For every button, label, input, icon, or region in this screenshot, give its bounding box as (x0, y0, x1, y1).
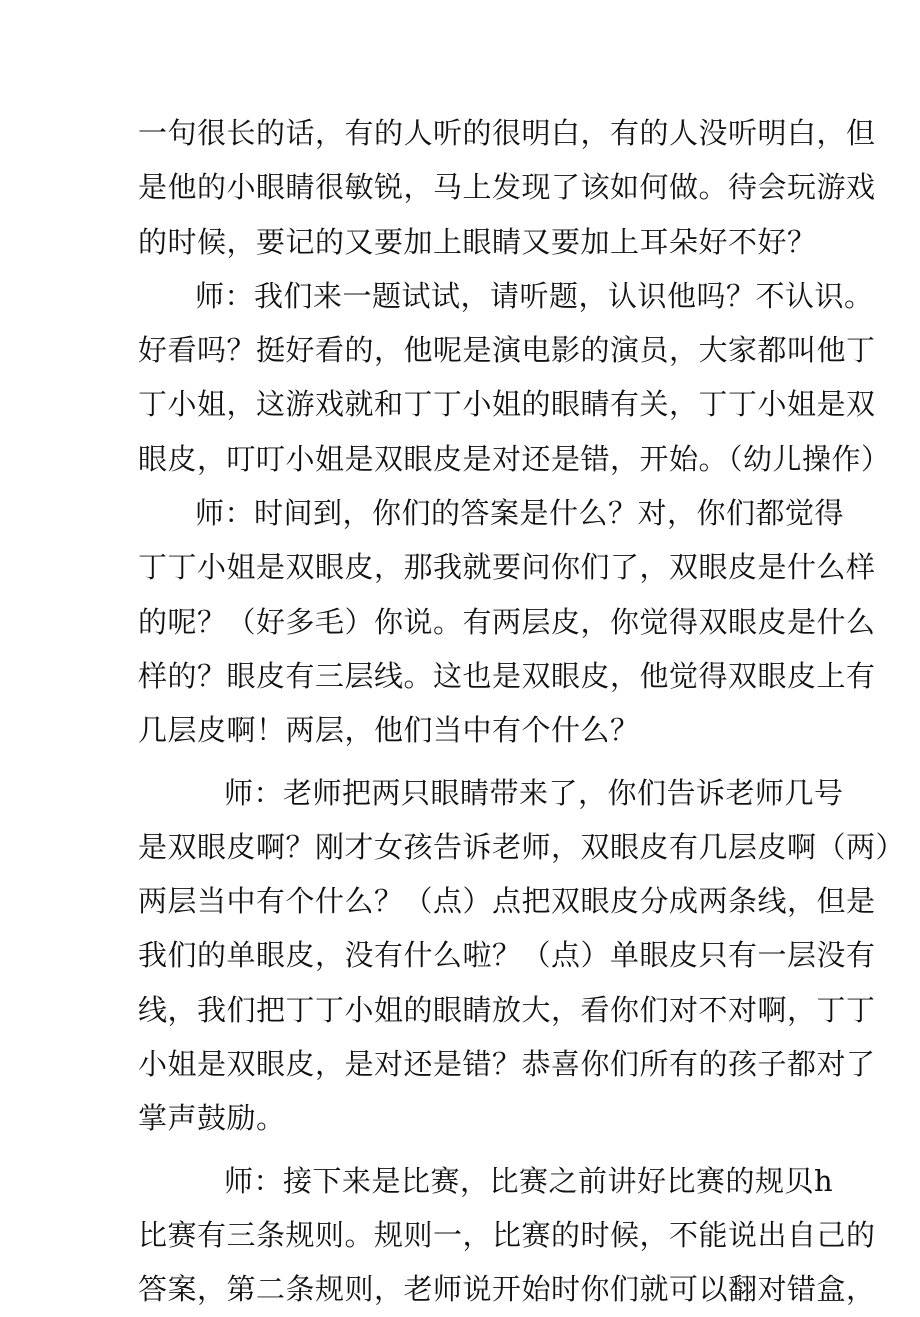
text-line: 眼皮，叮叮小姐是双眼皮是对还是错，开始。（幼儿操作） (138, 441, 891, 476)
text-line: 师：老师把两只眼睛带来了，你们告诉老师几号 (224, 775, 844, 810)
text-line: 是他的小眼睛很敏锐，马上发现了该如何做。待会玩游戏 (138, 170, 876, 205)
text-line: 样的？眼皮有三层线。这也是双眼皮，他觉得双眼皮上有 (138, 658, 876, 693)
text-line: 线，我们把丁丁小姐的眼睛放大，看你们对不对啊，丁丁 (138, 992, 876, 1027)
text-line: 丁小姐，这游戏就和丁丁小姐的眼睛有关，丁丁小姐是双 (138, 387, 876, 422)
text-line: 我们的单眼皮，没有什么啦？（点）单眼皮只有一层没有 (138, 938, 876, 973)
text-line: 的呢？（好多毛）你说。有两层皮，你觉得双眼皮是什么 (138, 604, 876, 639)
text-line: 的时候，要记的又要加上眼睛又要加上耳朵好不好？ (138, 224, 817, 259)
text-line: 师：时间到，你们的答案是什么？对，你们都觉得 (195, 496, 845, 531)
text-line: 师：接下来是比赛，比赛之前讲好比赛的规贝h (224, 1163, 834, 1198)
text-line: 几层皮啊！两层，他们当中有个什么？ (138, 713, 640, 748)
text-line: 比赛有三条规则。规则一，比赛的时候，不能说出自己的 (138, 1217, 876, 1252)
text-line: 是双眼皮啊？刚才女孩告诉老师，双眼皮有几层皮啊（两） (138, 829, 906, 864)
document-body (138, 106, 906, 1317)
text-line: 好看吗？挺好看的，他呢是演电影的演员，大家都叫他丁 (138, 333, 876, 368)
text-line: 掌声鼓励。 (138, 1101, 286, 1136)
text-line: 一句很长的话，有的人听的很明白，有的人没听明白，但 (138, 116, 876, 150)
text-line: 师：我们来一题试试，请听题，认识他吗？不认识。 (195, 278, 874, 313)
text-line: 答案，第二条规则，老师说开始时你们就可以翻对错盒， (138, 1272, 876, 1307)
text-line: 小姐是双眼皮，是对还是错？恭喜你们所有的孩子都对了 (138, 1047, 876, 1082)
text-line: 两层当中有个什么？（点）点把双眼皮分成两条线，但是 (138, 884, 876, 919)
text-line: 丁丁小姐是双眼皮，那我就要问你们了，双眼皮是什么样 (138, 550, 876, 585)
